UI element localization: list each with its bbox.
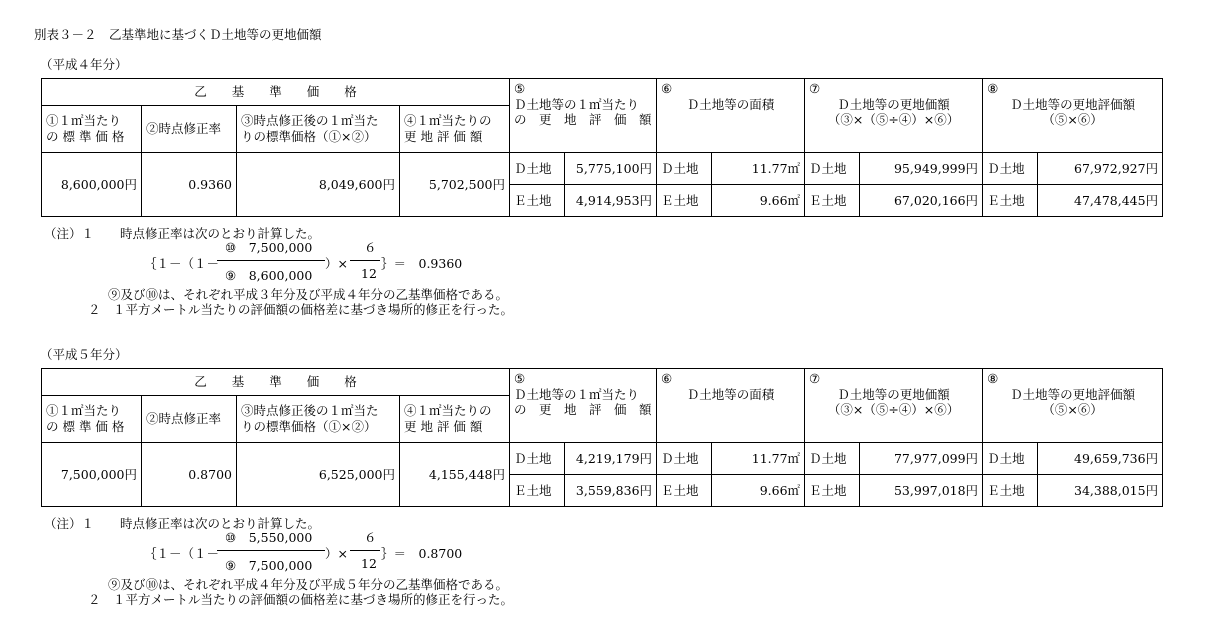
area-cell: 9.66㎡ <box>712 185 805 217</box>
land-value-value: 4,155,448円 <box>400 443 510 507</box>
note-text: 時点修正率は次のとおり計算した。 <box>120 226 321 241</box>
land-value-value: 5,702,500円 <box>400 153 510 217</box>
time-rate-value: 0.9360 <box>142 153 237 217</box>
note-text: ２ １平方メートル当たりの評価額の価格差に基づき場所的修正を行った。 <box>88 592 514 607</box>
land-price-cell: 95,949,999円 <box>860 153 983 185</box>
formula-result: ｝＝ 0.8700 <box>381 546 463 561</box>
header-land-eval: ⑧ Ｄ土地等の更地評価額 （⑤×⑥） <box>983 79 1163 153</box>
land-label: Ｅ土地 <box>805 185 860 217</box>
land-price-cell: 53,997,018円 <box>860 475 983 507</box>
header-land-value: ④１㎡当たりの 更 地 評 価 額 <box>400 396 510 443</box>
formula-result: ｝＝ 0.9360 <box>381 256 463 271</box>
header-time-rate: ②時点修正率 <box>142 106 237 153</box>
header-unit-value: ⑤ Ｄ土地等の１㎡当たり の 更 地 評 価 額 <box>510 79 657 153</box>
formula-six: ６ <box>364 240 377 255</box>
formula-open: ｛１－（１－ <box>144 546 220 561</box>
note-label: （注）１ <box>44 226 95 241</box>
land-eval-cell: 47,478,445円 <box>1038 185 1163 217</box>
land-label: Ｄ土地 <box>510 443 565 475</box>
land-eval-cell: 49,659,736円 <box>1038 443 1163 475</box>
land-label: Ｅ土地 <box>510 185 565 217</box>
unit-value-cell: 4,914,953円 <box>565 185 657 217</box>
formula-twelve: 12 <box>361 556 377 571</box>
unit-value-cell: 4,219,179円 <box>565 443 657 475</box>
land-label: Ｄ土地 <box>510 153 565 185</box>
valuation-table-h4 <box>41 78 1163 217</box>
header-land-price: ⑦ Ｄ土地等の更地価額 （③×（⑤÷④）×⑥） <box>805 369 983 443</box>
adjusted-price-value: 6,525,000円 <box>237 443 400 507</box>
land-label: Ｅ土地 <box>657 185 712 217</box>
land-price-cell: 77,977,099円 <box>860 443 983 475</box>
land-label: Ｄ土地 <box>983 443 1038 475</box>
fraction-bar <box>217 260 325 261</box>
header-time-rate: ②時点修正率 <box>142 396 237 443</box>
note-text: ⑨及び⑩は、それぞれ平成４年分及び平成５年分の乙基準価格である。 <box>108 577 509 592</box>
land-price-cell: 67,020,166円 <box>860 185 983 217</box>
land-label: Ｄ土地 <box>805 153 860 185</box>
standard-price-value: 7,500,000円 <box>42 443 142 507</box>
formula-twelve: 12 <box>361 266 377 281</box>
period-label-h5: （平成５年分） <box>40 347 128 362</box>
group-header: 乙 基 準 価 格 <box>42 369 510 396</box>
adjusted-price-value: 8,049,600円 <box>237 153 400 217</box>
note-label: （注）１ <box>44 516 95 531</box>
formula-open: ｛１－（１－ <box>144 256 220 271</box>
header-area: ⑥ Ｄ土地等の面積 <box>657 79 805 153</box>
fraction-bar <box>350 260 380 261</box>
header-land-value: ④１㎡当たりの 更 地 評 価 額 <box>400 106 510 153</box>
land-label: Ｅ土地 <box>510 475 565 507</box>
land-label: Ｄ土地 <box>657 443 712 475</box>
note-text: ２ １平方メートル当たりの評価額の価格差に基づき場所的修正を行った。 <box>88 302 514 317</box>
header-standard-price: ①１㎡当たり の 標 準 価 格 <box>42 396 142 443</box>
document-title: 別表３－２ 乙基準地に基づくＤ土地等の更地価額 <box>34 27 322 42</box>
header-land-eval: ⑧ Ｄ土地等の更地評価額 （⑤×⑥） <box>983 369 1163 443</box>
header-adjusted-price: ③時点修正後の１㎡当た りの標準価格（①×②） <box>237 396 400 443</box>
area-cell: 11.77㎡ <box>712 153 805 185</box>
fraction-bar <box>217 550 325 551</box>
land-label: Ｄ土地 <box>983 153 1038 185</box>
header-standard-price: ①１㎡当たり の 標 準 価 格 <box>42 106 142 153</box>
formula-times: ）× <box>325 256 348 271</box>
land-label: Ｅ土地 <box>657 475 712 507</box>
unit-value-cell: 5,775,100円 <box>565 153 657 185</box>
header-adjusted-price: ③時点修正後の１㎡当た りの標準価格（①×②） <box>237 106 400 153</box>
header-unit-value: ⑤ Ｄ土地等の１㎡当たり の 更 地 評 価 額 <box>510 369 657 443</box>
land-label: Ｄ土地 <box>805 443 860 475</box>
formula-numerator: ⑩ 5,550,000 <box>225 530 313 545</box>
standard-price-value: 8,600,000円 <box>42 153 142 217</box>
valuation-table-h5 <box>41 368 1163 507</box>
area-cell: 11.77㎡ <box>712 443 805 475</box>
land-eval-cell: 67,972,927円 <box>1038 153 1163 185</box>
header-area: ⑥ Ｄ土地等の面積 <box>657 369 805 443</box>
area-cell: 9.66㎡ <box>712 475 805 507</box>
note-text: ⑨及び⑩は、それぞれ平成３年分及び平成４年分の乙基準価格である。 <box>108 287 509 302</box>
time-rate-value: 0.8700 <box>142 443 237 507</box>
land-label: Ｅ土地 <box>805 475 860 507</box>
group-header: 乙 基 準 価 格 <box>42 79 510 106</box>
fraction-bar <box>350 550 380 551</box>
header-land-price: ⑦ Ｄ土地等の更地価額 （③×（⑤÷④）×⑥） <box>805 79 983 153</box>
note-text: 時点修正率は次のとおり計算した。 <box>120 516 321 531</box>
period-label-h4: （平成４年分） <box>40 57 128 72</box>
land-label: Ｄ土地 <box>657 153 712 185</box>
formula-denominator: ⑨ 7,500,000 <box>225 558 313 573</box>
land-label: Ｅ土地 <box>983 185 1038 217</box>
unit-value-cell: 3,559,836円 <box>565 475 657 507</box>
formula-numerator: ⑩ 7,500,000 <box>225 240 313 255</box>
formula-six: ６ <box>364 530 377 545</box>
land-eval-cell: 34,388,015円 <box>1038 475 1163 507</box>
formula-times: ）× <box>325 546 348 561</box>
land-label: Ｅ土地 <box>983 475 1038 507</box>
formula-denominator: ⑨ 8,600,000 <box>225 268 313 283</box>
